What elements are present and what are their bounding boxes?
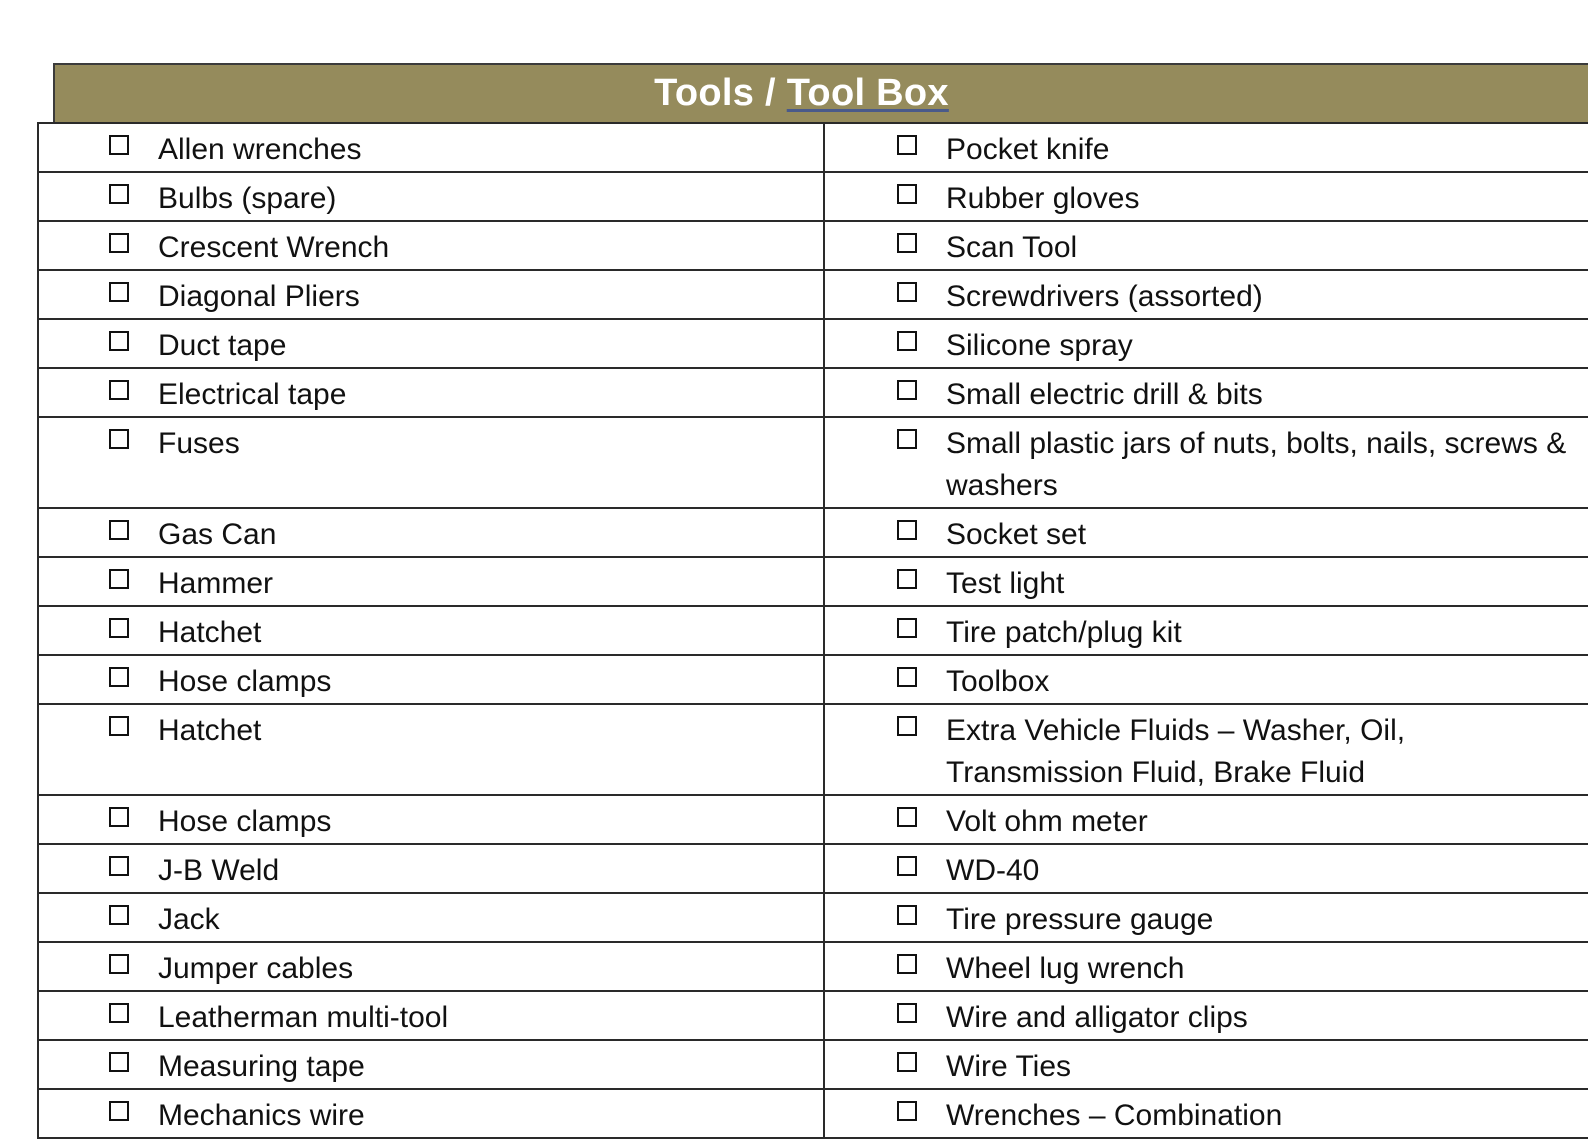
table-row <box>38 508 1588 557</box>
section-title <box>654 65 949 122</box>
item-label: Jack <box>158 903 220 936</box>
checklist-item <box>39 607 823 654</box>
item-label: Wire Ties <box>946 1050 1072 1083</box>
item-label: Mechanics wire <box>158 1099 365 1132</box>
item-label: Small electric drill & bits <box>946 378 1263 411</box>
checklist-item <box>825 943 1588 990</box>
checklist-table <box>37 122 1588 1139</box>
checklist-item <box>39 943 823 990</box>
item-label: Measuring tape <box>158 1050 365 1083</box>
checklist-cell <box>824 655 1588 704</box>
checklist-item <box>825 656 1588 703</box>
checkbox[interactable] <box>109 1101 129 1121</box>
checkbox[interactable] <box>897 520 917 540</box>
item-label: Bulbs (spare) <box>158 182 337 215</box>
checklist-cell <box>38 844 824 893</box>
checklist-cell <box>38 1040 824 1089</box>
item-label: Diagonal Pliers <box>158 280 360 313</box>
table-row <box>38 704 1588 795</box>
item-label: Toolbox <box>946 665 1050 698</box>
checklist-cell <box>824 942 1588 991</box>
checklist-cell <box>824 844 1588 893</box>
checkbox[interactable] <box>109 667 129 687</box>
checklist-item <box>825 320 1588 367</box>
checklist-item <box>825 607 1588 654</box>
checkbox[interactable] <box>897 807 917 827</box>
checklist-cell <box>38 795 824 844</box>
checklist-item <box>825 705 1588 794</box>
checkbox[interactable] <box>897 380 917 400</box>
checkbox[interactable] <box>897 569 917 589</box>
checklist-item <box>39 558 823 605</box>
item-label: Electrical tape <box>158 378 347 411</box>
table-row <box>38 557 1588 606</box>
checkbox[interactable] <box>109 429 129 449</box>
checklist-cell <box>824 508 1588 557</box>
item-label: Silicone spray <box>946 329 1133 362</box>
table-row <box>38 893 1588 942</box>
checklist-cell <box>38 1089 824 1138</box>
checklist-cell <box>38 557 824 606</box>
item-label: Hatchet <box>158 616 262 649</box>
item-label: Gas Can <box>158 518 277 551</box>
checklist-cell <box>38 368 824 417</box>
checklist-item <box>825 271 1588 318</box>
checklist-item <box>39 369 823 416</box>
checklist-item <box>39 173 823 220</box>
checkbox[interactable] <box>109 135 129 155</box>
checklist-cell <box>824 1040 1588 1089</box>
checkbox[interactable] <box>109 569 129 589</box>
checkbox[interactable] <box>109 520 129 540</box>
checkbox[interactable] <box>109 1052 129 1072</box>
checklist-item <box>39 509 823 556</box>
checkbox[interactable] <box>109 618 129 638</box>
item-label: Tire pressure gauge <box>946 903 1214 936</box>
checklist-cell <box>38 172 824 221</box>
item-label: Jumper cables <box>158 952 354 985</box>
item-label: Wheel lug wrench <box>946 952 1185 985</box>
checklist-item <box>825 1041 1588 1088</box>
checkbox[interactable] <box>897 1003 917 1023</box>
checklist-item <box>825 796 1588 843</box>
checklist-item <box>825 124 1588 171</box>
checklist-cell <box>38 270 824 319</box>
checklist-item <box>825 222 1588 269</box>
checklist-item <box>825 894 1588 941</box>
checklist-cell <box>38 942 824 991</box>
checklist-cell <box>824 1089 1588 1138</box>
checklist-item <box>825 845 1588 892</box>
item-label: J-B Weld <box>158 854 280 887</box>
checklist-cell <box>824 991 1588 1040</box>
checkbox[interactable] <box>897 1101 917 1121</box>
checklist-cell <box>824 704 1588 795</box>
checkbox[interactable] <box>897 184 917 204</box>
table-row <box>38 795 1588 844</box>
checklist-cell <box>38 893 824 942</box>
checklist-cell <box>824 795 1588 844</box>
item-label: Fuses <box>158 427 240 460</box>
checkbox[interactable] <box>897 1052 917 1072</box>
table-row <box>38 844 1588 893</box>
checklist-item <box>39 845 823 892</box>
checklist-cell <box>824 221 1588 270</box>
checkbox[interactable] <box>897 331 917 351</box>
table-row <box>38 123 1588 172</box>
checklist-cell <box>824 893 1588 942</box>
item-label: Hammer <box>158 567 274 600</box>
checklist-cell <box>38 221 824 270</box>
item-label: Crescent Wrench <box>158 231 390 264</box>
checklist-item <box>39 705 823 752</box>
checklist-item <box>825 558 1588 605</box>
checklist-cell <box>824 270 1588 319</box>
checkbox[interactable] <box>109 905 129 925</box>
checkbox[interactable] <box>897 282 917 302</box>
checklist-cell <box>38 417 824 508</box>
checkbox[interactable] <box>109 331 129 351</box>
item-label: Wrenches – Combination <box>946 1099 1283 1132</box>
checkbox[interactable] <box>897 856 917 876</box>
title-part-tools: Tools / <box>654 72 787 114</box>
item-label: Hose clamps <box>158 805 332 838</box>
checkbox[interactable] <box>897 905 917 925</box>
table-row <box>38 417 1588 508</box>
checklist-cell <box>38 655 824 704</box>
checklist-cell <box>824 368 1588 417</box>
item-label: Hose clamps <box>158 665 332 698</box>
checklist-item <box>825 509 1588 556</box>
checklist-item <box>39 1090 823 1137</box>
checklist-item <box>825 1090 1588 1137</box>
checklist-cell <box>824 172 1588 221</box>
checklist-item <box>39 796 823 843</box>
checklist-cell <box>824 123 1588 172</box>
table-row <box>38 991 1588 1040</box>
table-row <box>38 942 1588 991</box>
item-label: Rubber gloves <box>946 182 1140 215</box>
checklist-cell <box>38 319 824 368</box>
table-row <box>38 172 1588 221</box>
checklist-item <box>39 320 823 367</box>
table-row <box>38 319 1588 368</box>
item-label: Test light <box>946 567 1065 600</box>
item-label: Scan Tool <box>946 231 1078 264</box>
checkbox[interactable] <box>897 135 917 155</box>
item-label: Duct tape <box>158 329 287 362</box>
checklist-cell <box>38 508 824 557</box>
title-part-toolbox: Tool Box <box>786 72 949 114</box>
table-row <box>38 221 1588 270</box>
checklist-item <box>825 992 1588 1039</box>
table-row <box>38 1040 1588 1089</box>
checkbox[interactable] <box>109 716 129 736</box>
checklist-cell <box>38 606 824 655</box>
item-label: Extra Vehicle Fluids – Washer, Oil, Transmission Fluid, Brake Fluid <box>946 714 1406 789</box>
checklist-item <box>39 894 823 941</box>
checklist-cell <box>824 557 1588 606</box>
checkbox[interactable] <box>897 429 917 449</box>
checkbox[interactable] <box>897 233 917 253</box>
checkbox[interactable] <box>897 954 917 974</box>
item-label: Hatchet <box>158 714 262 747</box>
item-label: Allen wrenches <box>158 133 362 166</box>
checklist-item <box>825 369 1588 416</box>
checklist-item <box>825 418 1588 507</box>
checkbox[interactable] <box>109 1003 129 1023</box>
checkbox[interactable] <box>109 184 129 204</box>
item-label: Wire and alligator clips <box>946 1001 1248 1034</box>
checklist-cell <box>38 123 824 172</box>
checklist-cell <box>824 606 1588 655</box>
checklist-item <box>39 418 823 465</box>
table-row <box>38 655 1588 704</box>
section-header <box>53 63 1588 122</box>
checklist-cell <box>824 417 1588 508</box>
checkbox[interactable] <box>109 954 129 974</box>
checklist-item <box>39 656 823 703</box>
checklist-item <box>39 271 823 318</box>
checkbox[interactable] <box>897 618 917 638</box>
checkbox[interactable] <box>109 233 129 253</box>
checkbox[interactable] <box>897 667 917 687</box>
table-row <box>38 270 1588 319</box>
checkbox[interactable] <box>897 716 917 736</box>
checklist-cell <box>824 319 1588 368</box>
item-label: Volt ohm meter <box>946 805 1148 838</box>
item-label: Pocket knife <box>946 133 1110 166</box>
item-label: Screwdrivers (assorted) <box>946 280 1263 313</box>
checkbox[interactable] <box>109 807 129 827</box>
checklist-cell <box>38 991 824 1040</box>
item-label: WD-40 <box>946 854 1040 887</box>
checklist-item <box>39 222 823 269</box>
checklist-item <box>825 173 1588 220</box>
table-row <box>38 606 1588 655</box>
table-row <box>38 1089 1588 1138</box>
item-label: Small plastic jars of nuts, bolts, nails, screws & washers <box>946 427 1567 502</box>
checklist-cell <box>38 704 824 795</box>
checkbox[interactable] <box>109 856 129 876</box>
checkbox[interactable] <box>109 380 129 400</box>
checkbox[interactable] <box>109 282 129 302</box>
table-row <box>38 368 1588 417</box>
checklist-item <box>39 124 823 171</box>
checklist-item <box>39 1041 823 1088</box>
item-label: Tire patch/plug kit <box>946 616 1182 649</box>
item-label: Socket set <box>946 518 1087 551</box>
checklist-item <box>39 992 823 1039</box>
item-label: Leatherman multi-tool <box>158 1001 449 1034</box>
